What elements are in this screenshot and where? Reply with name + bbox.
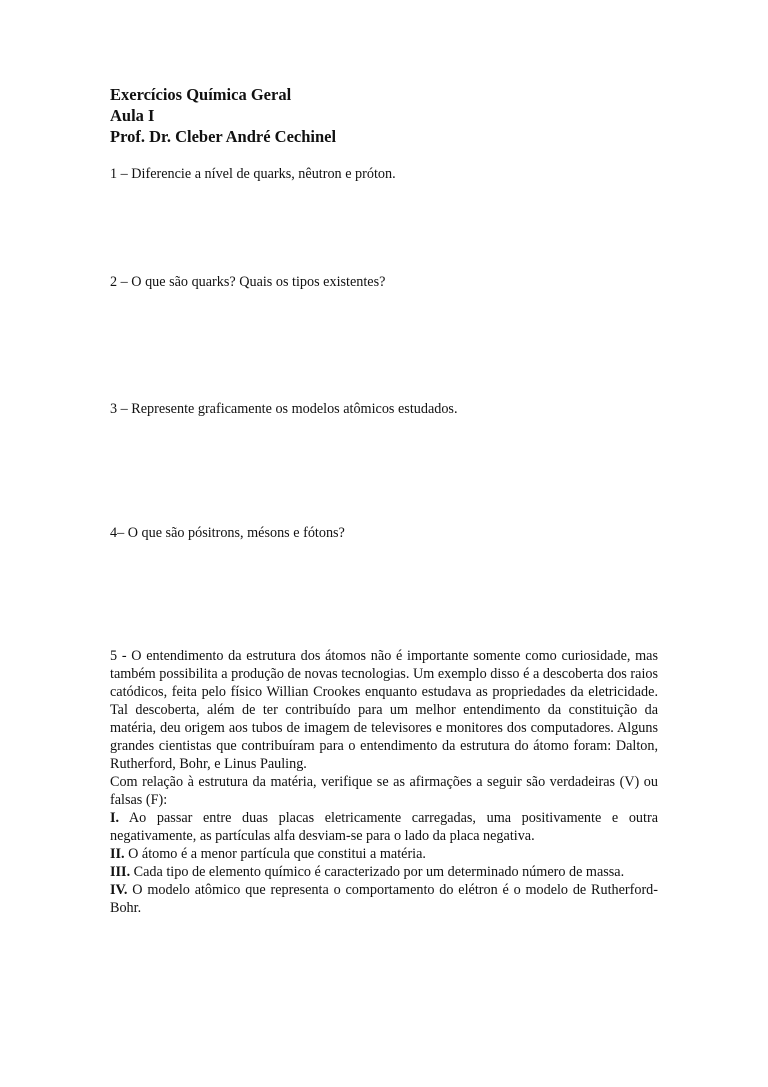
- statement-1: [110, 809, 658, 845]
- statement-label: I.: [110, 810, 120, 826]
- question-3: 3 – Represente graficamente os modelos atômicos estudados.: [110, 401, 458, 417]
- statement-text: Cada tipo de elemento químico é caracterizado por um determinado número de massa.: [130, 864, 625, 880]
- statement-2: [110, 845, 658, 863]
- professor-name: Prof. Dr. Cleber André Cechinel: [110, 127, 337, 146]
- question-1: 1 – Diferencie a nível de quarks, nêutron e próton.: [110, 166, 396, 182]
- statement-4: [110, 881, 658, 917]
- document-header: [110, 84, 658, 147]
- statement-3: [110, 863, 658, 881]
- statement-text: Ao passar entre duas placas eletricamente carregadas, uma positivamente e outra negativamente, as partículas alfa desviam-se para o lado da placa negativa.: [110, 810, 658, 844]
- question-4: 4– O que são pósitrons, mésons e fótons?: [110, 525, 345, 541]
- statement-label: II.: [110, 846, 125, 862]
- question-5-paragraph: 5 - O entendimento da estrutura dos átomos não é importante somente como curiosidade, mas também possibilita a produção de novas tecnologias. Um exemplo disso é a descoberta dos raios catódicos, feita pelo físico Willian Crookes enquanto estudava as propriedades da eletricidade. Tal descoberta, além de ter contribuído para um melhor entendimento da constituição da matéria, deu origem aos tubos de imagem de televisores e monitores dos computadores. Alguns grandes cientistas que contribuíram para o entendimento da estrutura do átomo foram: Dalton, Rutherford, Bohr, e Linus Pauling.: [110, 648, 658, 772]
- question-5: [110, 647, 658, 917]
- course-title: Exercícios Química Geral: [110, 85, 292, 104]
- statement-text: O modelo atômico que representa o comportamento do elétron é o modelo de Rutherford-Bohr.: [110, 882, 658, 916]
- lesson-title: Aula I: [110, 106, 155, 125]
- statement-text: O átomo é a menor partícula que constitui a matéria.: [124, 846, 426, 862]
- question-2: 2 – O que são quarks? Quais os tipos existentes?: [110, 274, 386, 290]
- statement-label: IV.: [110, 882, 128, 898]
- statement-label: III.: [110, 864, 131, 880]
- question-5-instruction: Com relação à estrutura da matéria, verifique se as afirmações a seguir são verdadeiras (V) ou falsas (F):: [110, 774, 658, 808]
